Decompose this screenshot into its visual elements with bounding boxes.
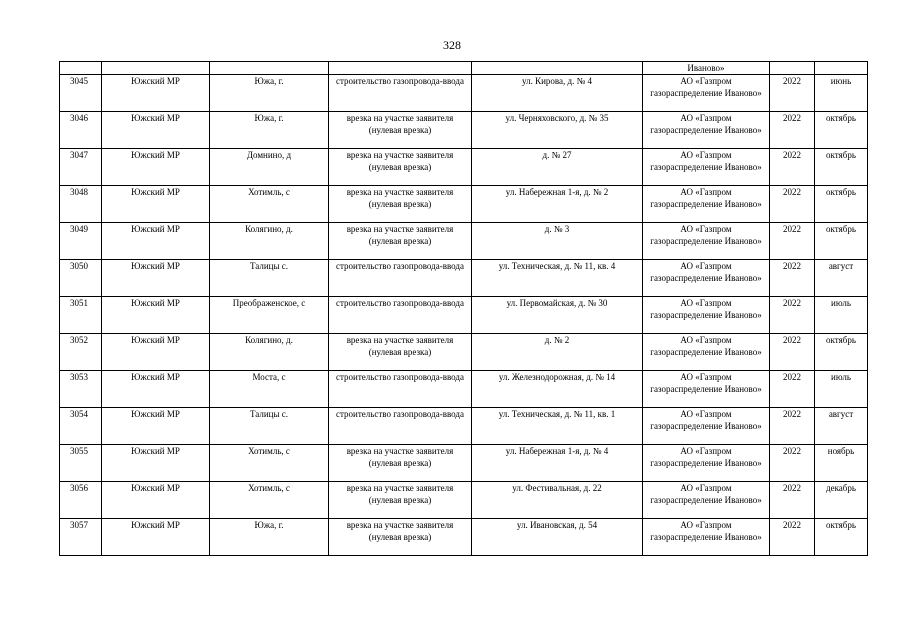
cell-org: АО «Газпром газораспределение Иваново»: [643, 297, 770, 334]
cell-district: Южский МР: [102, 445, 210, 482]
cell-locality: Колягино, д.: [210, 334, 329, 371]
cell-month: июль: [815, 297, 868, 334]
cell-id: 3049: [60, 223, 102, 260]
table-row: [60, 223, 868, 260]
cell-month: [815, 62, 868, 75]
cell-locality: Талицы с.: [210, 408, 329, 445]
cell-locality: [210, 62, 329, 75]
cell-year: 2022: [770, 75, 815, 112]
cell-address: ул. Первомайская, д. № 30: [472, 297, 643, 334]
cell-work: строительство газопровода-ввода: [329, 371, 472, 408]
table-row: [60, 112, 868, 149]
cell-address: ул. Техническая, д. № 11, кв. 1: [472, 408, 643, 445]
cell-locality: Талицы с.: [210, 260, 329, 297]
cell-org: АО «Газпром газораспределение Иваново»: [643, 334, 770, 371]
cell-locality: Хотимль, с: [210, 186, 329, 223]
cell-address: д. № 3: [472, 223, 643, 260]
cell-month: октябрь: [815, 149, 868, 186]
cell-district: Южский МР: [102, 112, 210, 149]
cell-locality: Хотимль, с: [210, 482, 329, 519]
cell-district: Южский МР: [102, 519, 210, 556]
table-row: [60, 408, 868, 445]
cell-org: АО «Газпром газораспределение Иваново»: [643, 445, 770, 482]
cell-year: 2022: [770, 334, 815, 371]
cell-id: 3056: [60, 482, 102, 519]
cell-month: июль: [815, 371, 868, 408]
cell-year: 2022: [770, 223, 815, 260]
cell-org: АО «Газпром газораспределение Иваново»: [643, 260, 770, 297]
cell-locality: Южа, г.: [210, 75, 329, 112]
table-row: [60, 297, 868, 334]
cell-address: ул. Фестивальная, д. 22: [472, 482, 643, 519]
table-row: [60, 186, 868, 223]
cell-work: строительство газопровода-ввода: [329, 75, 472, 112]
cell-district: Южский МР: [102, 334, 210, 371]
cell-year: 2022: [770, 297, 815, 334]
cell-month: октябрь: [815, 112, 868, 149]
cell-locality: Моста, с: [210, 371, 329, 408]
cell-district: Южский МР: [102, 297, 210, 334]
cell-year: 2022: [770, 186, 815, 223]
cell-year: [770, 62, 815, 75]
cell-address: ул. Железнодорожная, д. № 14: [472, 371, 643, 408]
cell-work: врезка на участке заявителя (нулевая врезка): [329, 186, 472, 223]
cell-org: АО «Газпром газораспределение Иваново»: [643, 186, 770, 223]
cell-id: 3046: [60, 112, 102, 149]
cell-work: врезка на участке заявителя (нулевая врезка): [329, 149, 472, 186]
cell-id: 3052: [60, 334, 102, 371]
page-number: 328: [443, 38, 461, 52]
cell-district: [102, 62, 210, 75]
cell-month: декабрь: [815, 482, 868, 519]
cell-month: октябрь: [815, 334, 868, 371]
table-row: [60, 334, 868, 371]
table-row: [60, 75, 868, 112]
cell-id: [60, 62, 102, 75]
cell-work: врезка на участке заявителя (нулевая врезка): [329, 519, 472, 556]
cell-address: ул. Ивановская, д. 54: [472, 519, 643, 556]
cell-work: строительство газопровода-ввода: [329, 297, 472, 334]
table-row: [60, 519, 868, 556]
cell-work: врезка на участке заявителя (нулевая врезка): [329, 112, 472, 149]
cell-district: Южский МР: [102, 408, 210, 445]
cell-locality: Южа, г.: [210, 112, 329, 149]
cell-year: 2022: [770, 260, 815, 297]
cell-year: 2022: [770, 371, 815, 408]
cell-address: ул. Черняховского, д. № 35: [472, 112, 643, 149]
cell-month: октябрь: [815, 223, 868, 260]
cell-work: строительство газопровода-ввода: [329, 260, 472, 297]
cell-work: врезка на участке заявителя (нулевая врезка): [329, 334, 472, 371]
cell-id: 3054: [60, 408, 102, 445]
table-row: [60, 371, 868, 408]
cell-year: 2022: [770, 519, 815, 556]
cell-locality: Южа, г.: [210, 519, 329, 556]
cell-year: 2022: [770, 482, 815, 519]
continuation-row: [60, 62, 868, 75]
cell-work: [329, 62, 472, 75]
cell-year: 2022: [770, 445, 815, 482]
cell-work: строительство газопровода-ввода: [329, 408, 472, 445]
cell-id: 3045: [60, 75, 102, 112]
cell-address: ул. Набережная 1-я, д. № 2: [472, 186, 643, 223]
cell-month: ноябрь: [815, 445, 868, 482]
cell-year: 2022: [770, 408, 815, 445]
cell-month: август: [815, 260, 868, 297]
cell-id: 3057: [60, 519, 102, 556]
cell-org: АО «Газпром газораспределение Иваново»: [643, 371, 770, 408]
table-row: [60, 260, 868, 297]
cell-work: врезка на участке заявителя (нулевая врезка): [329, 445, 472, 482]
cell-work: врезка на участке заявителя (нулевая врезка): [329, 482, 472, 519]
cell-district: Южский МР: [102, 482, 210, 519]
cell-id: 3051: [60, 297, 102, 334]
cell-district: Южский МР: [102, 371, 210, 408]
cell-district: Южский МР: [102, 186, 210, 223]
cell-month: октябрь: [815, 186, 868, 223]
cell-month: октябрь: [815, 519, 868, 556]
cell-locality: Домнино, д: [210, 149, 329, 186]
table-row: [60, 149, 868, 186]
cell-district: Южский МР: [102, 260, 210, 297]
cell-work: врезка на участке заявителя (нулевая врезка): [329, 223, 472, 260]
cell-locality: Преображенское, с: [210, 297, 329, 334]
table-row: [60, 445, 868, 482]
cell-month: июнь: [815, 75, 868, 112]
cell-id: 3053: [60, 371, 102, 408]
table-body: [60, 62, 868, 556]
cell-locality: Колягино, д.: [210, 223, 329, 260]
cell-id: 3055: [60, 445, 102, 482]
cell-org: АО «Газпром газораспределение Иваново»: [643, 223, 770, 260]
cell-month: август: [815, 408, 868, 445]
cell-org: АО «Газпром газораспределение Иваново»: [643, 75, 770, 112]
cell-address: д. № 2: [472, 334, 643, 371]
cell-org: АО «Газпром газораспределение Иваново»: [643, 482, 770, 519]
cell-org: Иваново»: [643, 62, 770, 75]
cell-year: 2022: [770, 112, 815, 149]
cell-district: Южский МР: [102, 149, 210, 186]
cell-district: Южский МР: [102, 75, 210, 112]
cell-district: Южский МР: [102, 223, 210, 260]
cell-org: АО «Газпром газораспределение Иваново»: [643, 408, 770, 445]
cell-org: АО «Газпром газораспределение Иваново»: [643, 519, 770, 556]
cell-address: [472, 62, 643, 75]
gasification-table: [59, 61, 868, 556]
cell-id: 3047: [60, 149, 102, 186]
cell-org: АО «Газпром газораспределение Иваново»: [643, 149, 770, 186]
cell-id: 3050: [60, 260, 102, 297]
cell-org: АО «Газпром газораспределение Иваново»: [643, 112, 770, 149]
cell-id: 3048: [60, 186, 102, 223]
cell-address: ул. Набережная 1-я, д. № 4: [472, 445, 643, 482]
cell-address: ул. Кирова, д. № 4: [472, 75, 643, 112]
cell-address: д. № 27: [472, 149, 643, 186]
cell-address: ул. Техническая, д. № 11, кв. 4: [472, 260, 643, 297]
table-row: [60, 482, 868, 519]
cell-locality: Хотимль, с: [210, 445, 329, 482]
cell-year: 2022: [770, 149, 815, 186]
